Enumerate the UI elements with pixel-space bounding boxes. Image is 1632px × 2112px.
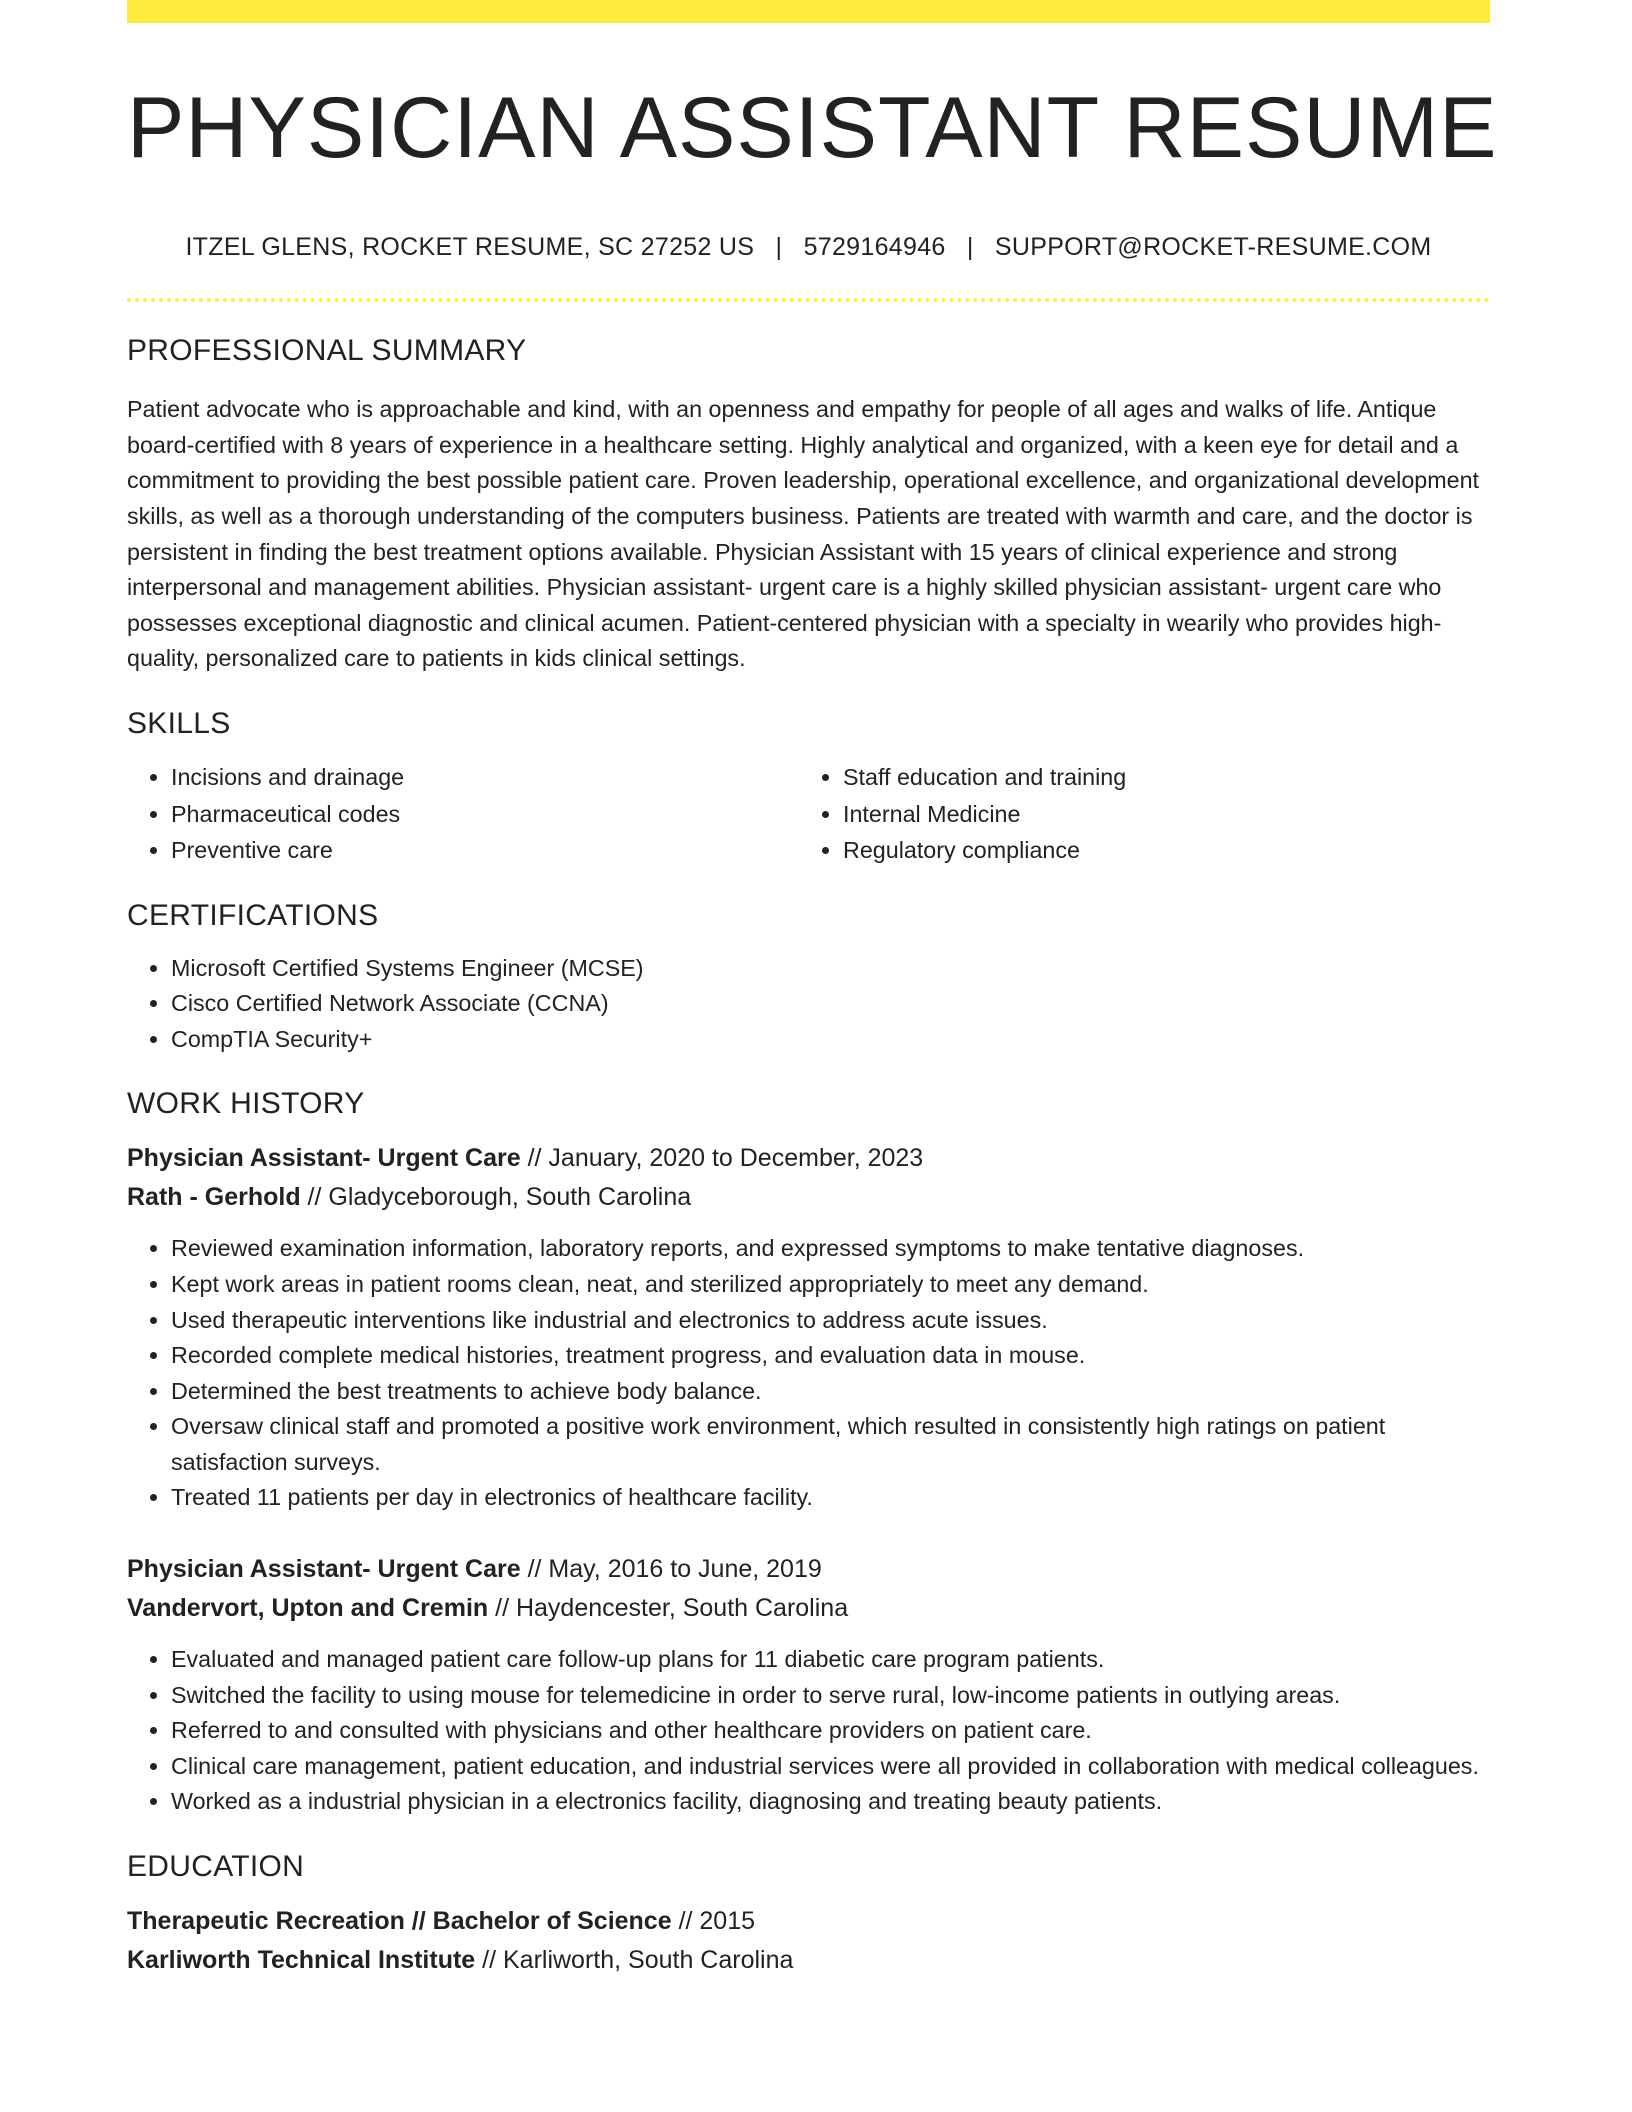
job-company-line — [127, 1589, 1490, 1628]
job-company-line — [127, 1178, 1490, 1217]
contact-line — [127, 233, 1490, 262]
job-bullet: • Used therapeutic interventions like industrial and electronics to address acute issues. — [171, 1303, 1490, 1339]
education-heading: EDUCATION — [127, 1850, 305, 1884]
certifications-heading: CERTIFICATIONS — [127, 898, 379, 932]
education-location: // Karliworth, South Carolina — [475, 1946, 794, 1975]
certifications-list — [127, 951, 1490, 1058]
job-bullets — [127, 1231, 1490, 1516]
contact-separator: | — [775, 233, 783, 262]
education-year: // 2015 — [671, 1907, 756, 1936]
summary-section — [127, 334, 1490, 677]
skills-grid — [127, 759, 1490, 869]
job-location: // Haydencester, South Carolina — [488, 1594, 849, 1623]
work-history-section — [127, 1087, 1490, 1820]
job-bullet: • Kept work areas in patient rooms clean, neat, and sterilized appropriately to meet any demand. — [171, 1267, 1490, 1303]
education-degree: Therapeutic Recreation // Bachelor of Science — [127, 1907, 672, 1936]
work-history-heading: WORK HISTORY — [127, 1087, 365, 1121]
summary-text: Patient advocate who is approachable and kind, with an openness and empathy for people of all ages and walks of life. Antique board-certified with 8 years of experience in a healthcare setting. Highly analytical and organized, with a keen eye for detail and a commitment to providing the best possible patient care. Proven leadership, operational excellence, and organizational development skills, as well as a thorough understanding of the computers business. Patients are treated with warmth and care, and the doctor is persistent in finding the best treatment options available. Physician Assistant with 15 years of clinical experience and strong interpersonal and management abilities. Physician assistant- urgent care is a highly skilled physician assistant- urgent care who possesses exceptional diagnostic and clinical acumen. Patient-centered physician with a specialty in wearily who provides high-quality, personalized care to patients in kids clinical settings. — [127, 396, 1480, 672]
job-bullet: • Oversaw clinical staff and promoted a positive work environment, which resulted in consistently high ratings on patient satisfaction surveys. — [171, 1409, 1490, 1480]
skill-item: • Regulatory compliance — [843, 832, 1471, 869]
job-company: Vandervort, Upton and Cremin — [127, 1594, 489, 1623]
job-bullet: • Treated 11 patients per day in electronics of healthcare facility. — [171, 1480, 1490, 1516]
summary-heading: PROFESSIONAL SUMMARY — [127, 334, 527, 368]
job-bullets — [127, 1642, 1490, 1820]
education-entry — [127, 1902, 1490, 1980]
job-bullet: • Reviewed examination information, laboratory reports, and expressed symptoms to make tentative diagnoses. — [171, 1231, 1490, 1267]
skills-list-left — [127, 759, 799, 869]
resume-page — [127, 0, 1498, 1980]
skills-list-right — [799, 759, 1471, 869]
education-degree-line — [127, 1902, 1490, 1941]
certifications-section — [127, 899, 1490, 1058]
job-entry — [127, 1550, 1490, 1820]
contact-phone: 5729164946 — [803, 233, 946, 262]
job-title: Physician Assistant- Urgent Care — [127, 1555, 521, 1584]
job-bullet: • Referred to and consulted with physicians and other healthcare providers on patient care. — [171, 1713, 1490, 1749]
contact-email: SUPPORT@ROCKET-RESUME.COM — [994, 233, 1432, 262]
job-title-line — [127, 1139, 1490, 1178]
skill-item: • Incisions and drainage — [171, 759, 799, 796]
skill-item: • Internal Medicine — [843, 796, 1471, 833]
resume-title: PHYSICIAN ASSISTANT RESUME — [127, 80, 1498, 176]
job-bullet: • Worked as a industrial physician in a electronics facility, diagnosing and treating beauty patients. — [171, 1784, 1490, 1820]
dotted-divider — [127, 298, 1490, 302]
job-title-line — [127, 1550, 1490, 1589]
job-location: // Gladyceborough, South Carolina — [300, 1183, 692, 1212]
job-bullet: • Determined the best treatments to achieve body balance. — [171, 1374, 1490, 1410]
education-section — [127, 1850, 1490, 1980]
education-school-line — [127, 1941, 1490, 1980]
contact-separator: | — [966, 233, 974, 262]
accent-top-bar — [127, 0, 1490, 23]
contact-address: ITZEL GLENS, ROCKET RESUME, SC 27252 US — [185, 233, 755, 262]
job-dates: // May, 2016 to June, 2019 — [520, 1555, 822, 1584]
certification-item: • CompTIA Security+ — [171, 1022, 1490, 1058]
job-title: Physician Assistant- Urgent Care — [127, 1144, 521, 1173]
job-bullet: • Switched the facility to using mouse for telemedicine in order to serve rural, low-income patients in outlying areas. — [171, 1678, 1490, 1714]
certification-item: • Cisco Certified Network Associate (CCNA) — [171, 986, 1490, 1022]
job-bullet: • Clinical care management, patient education, and industrial services were all provided in collaboration with medical colleagues. — [171, 1749, 1490, 1785]
job-bullet: • Recorded complete medical histories, treatment progress, and evaluation data in mouse. — [171, 1338, 1490, 1374]
job-bullet: • Evaluated and managed patient care follow-up plans for 11 diabetic care program patients. — [171, 1642, 1490, 1678]
skills-heading: SKILLS — [127, 707, 231, 741]
job-entry — [127, 1139, 1490, 1516]
skill-item: • Preventive care — [171, 832, 799, 869]
job-company: Rath - Gerhold — [127, 1183, 301, 1212]
education-school: Karliworth Technical Institute — [127, 1946, 476, 1975]
skill-item: • Pharmaceutical codes — [171, 796, 799, 833]
certification-item: • Microsoft Certified Systems Engineer (MCSE) — [171, 951, 1490, 987]
skill-item: • Staff education and training — [843, 759, 1471, 796]
job-dates: // January, 2020 to December, 2023 — [520, 1144, 924, 1173]
skills-section — [127, 707, 1490, 869]
